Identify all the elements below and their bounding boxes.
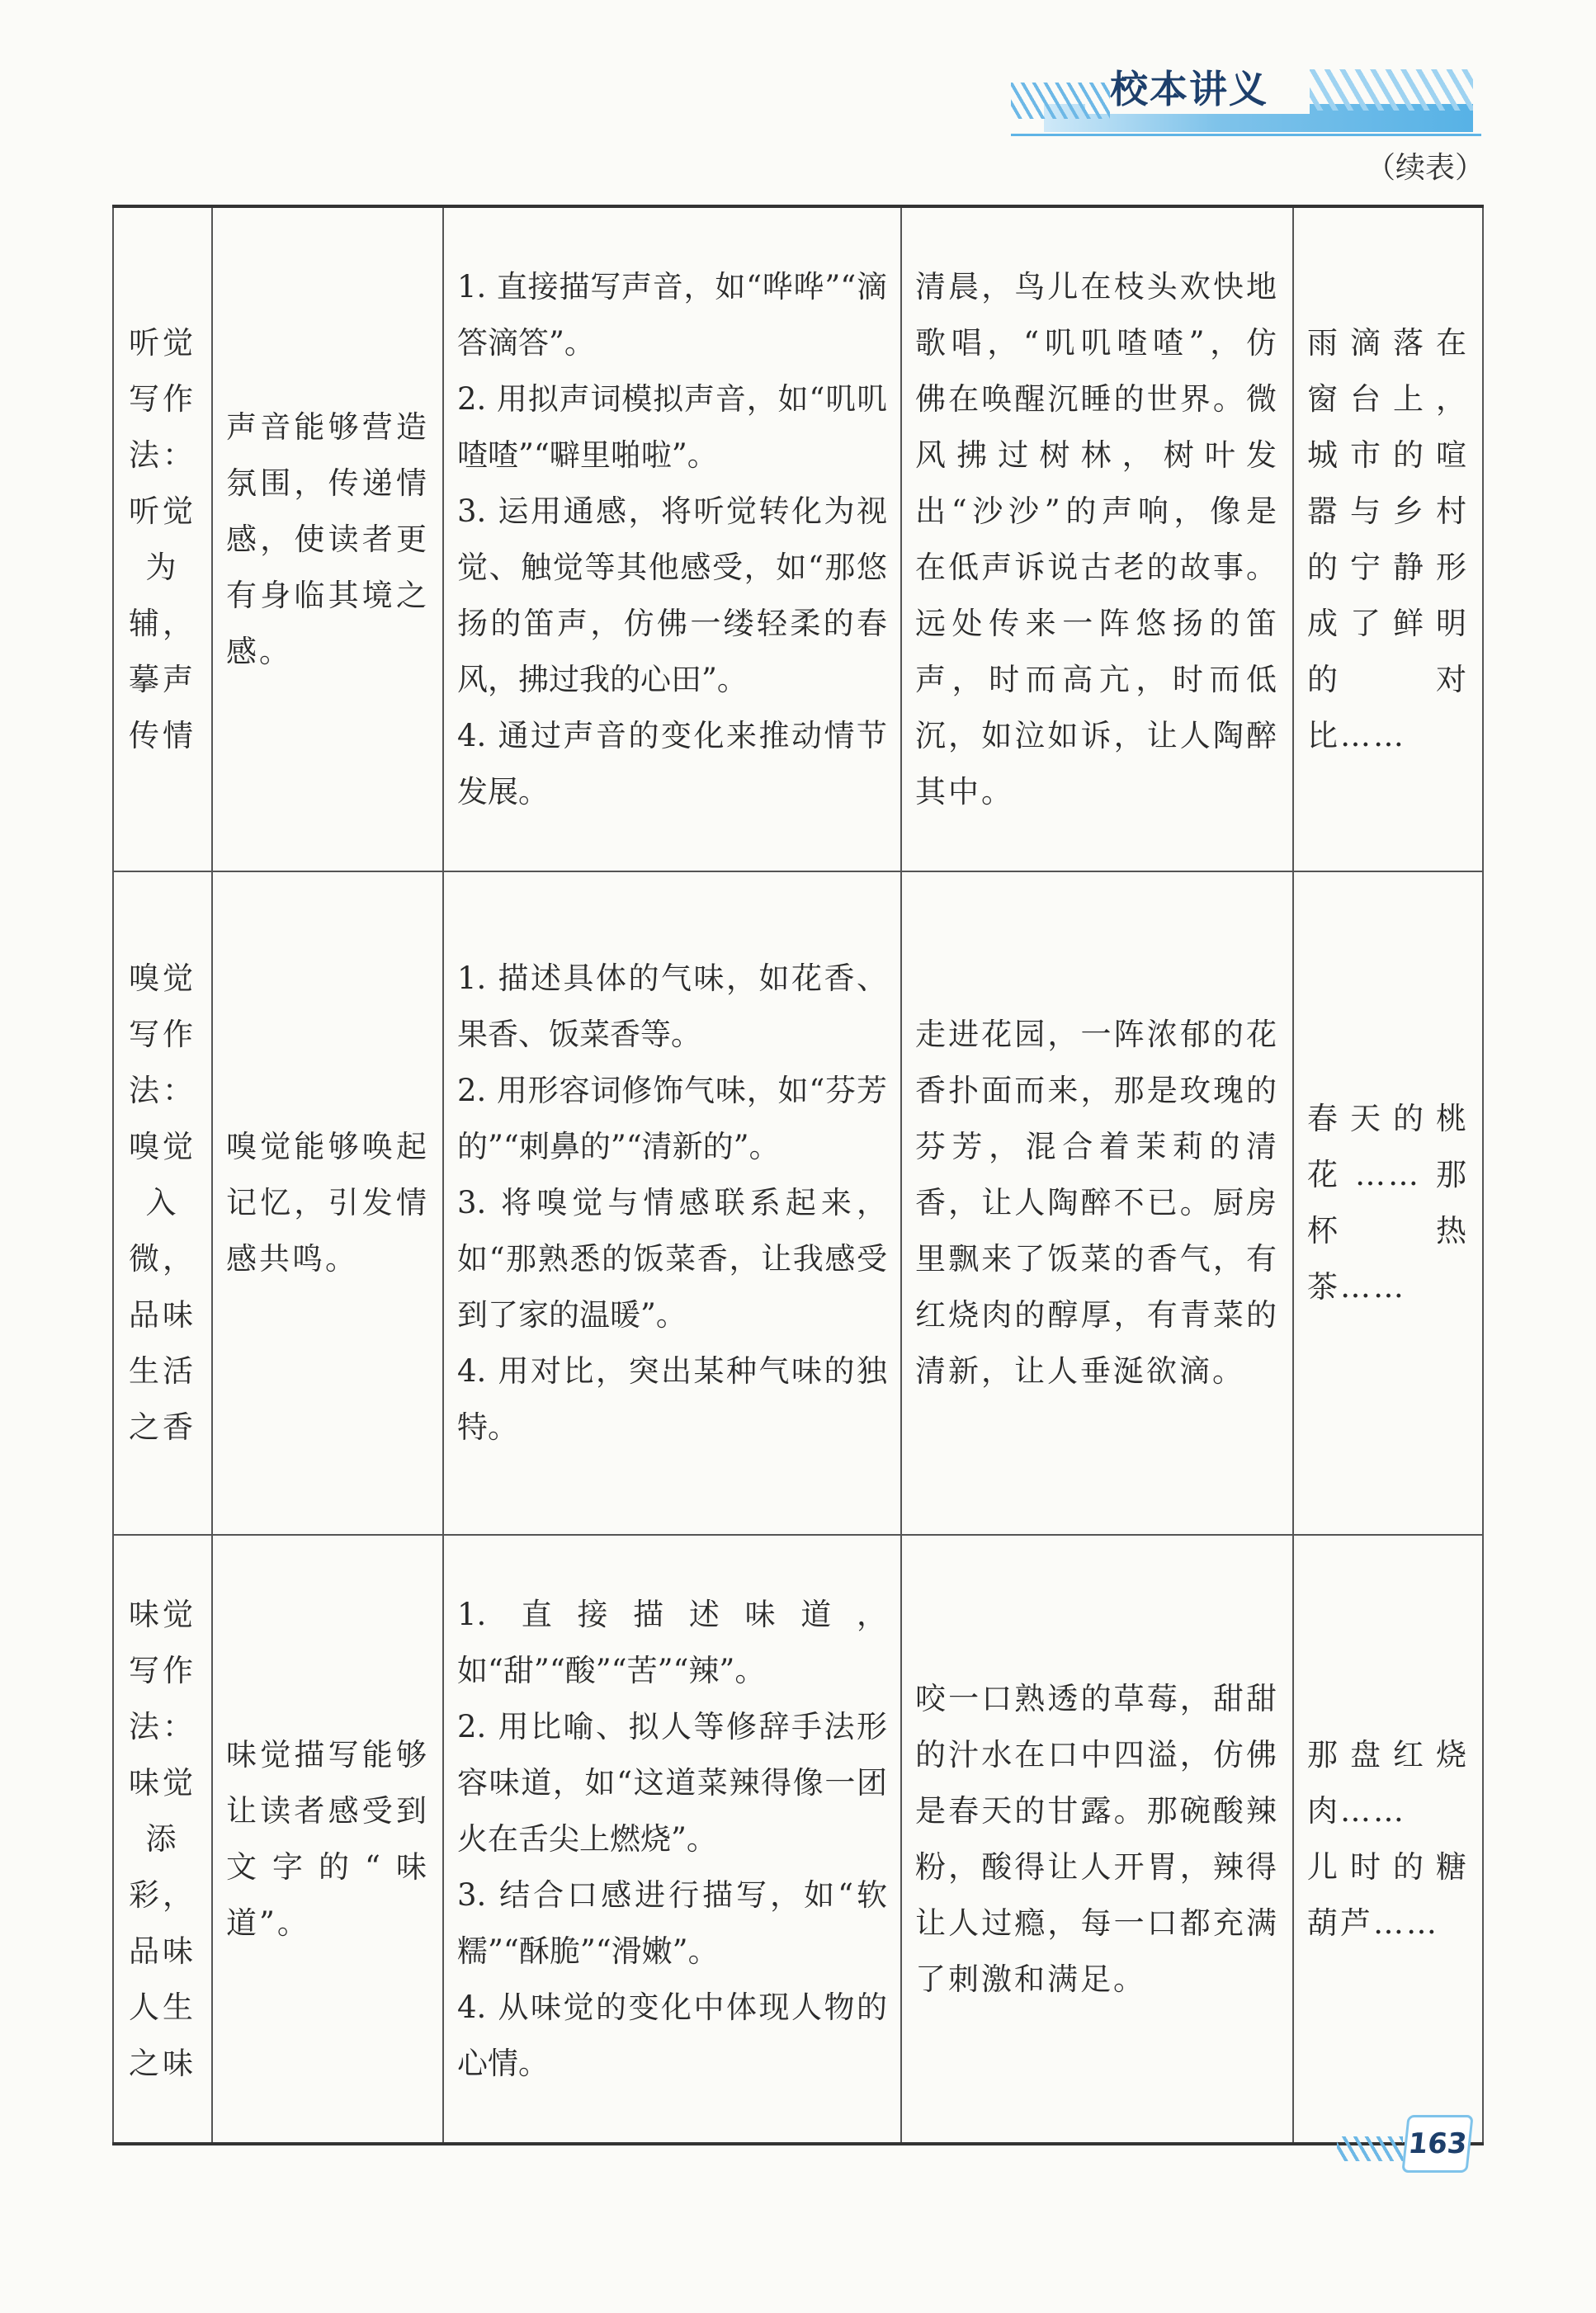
- short-example-cell: 春天的桃花……那杯热茶……: [1293, 871, 1483, 1535]
- method-item: 2. 用拟声词模拟声音，如“叽叽喳喳”“噼里啪啦”。: [457, 380, 887, 473]
- method-item: 1. 直接描述味道，如“甜”“酸”“苦”“辣”。: [457, 1596, 887, 1688]
- effect-cell: 声音能够营造氛围，传递情感，使读者更有身临其境之感。: [212, 206, 443, 871]
- page-number-stripes-decoration: [1337, 2136, 1403, 2161]
- method-item: 4. 通过声音的变化来推动情节发展。: [457, 717, 887, 810]
- effect-cell: 嗅觉能够唤起记忆，引发情感共鸣。: [212, 871, 443, 1535]
- method-name-cell: [113, 206, 212, 871]
- method-item: 1. 描述具体的气味，如花香、果香、饭菜香等。: [457, 961, 887, 1052]
- example-cell: 清晨，鸟儿在枝头欢快地歌唱，“叽叽喳喳”，仿佛在唤醒沉睡的世界。微风拂过树林，树叶发出“沙沙”的声响，像是在低声诉说古老的故事。远处传来一阵悠扬的笛声，时而高亢，时而低沉，如泣如诉，让人陶醉其中。: [901, 206, 1293, 871]
- header-banner: [1011, 58, 1481, 132]
- method-item: 1. 直接描写声音，如“哗哗”“滴答滴答”。: [457, 268, 887, 361]
- short-example-cell: 雨滴落在窗台上，城市的喧嚣与乡村的宁静形成了鲜明的对比……: [1293, 206, 1483, 871]
- method-name: 听觉 写作 法： 听觉 为辅， 摹声 传情: [129, 324, 196, 753]
- banner-stripes-decoration: [1308, 69, 1473, 111]
- method-name-cell: [113, 871, 212, 1535]
- table-row: [113, 206, 1483, 871]
- banner-underline: [1011, 134, 1481, 136]
- short-example-cell: 那盘红烧肉…… 儿时的糖葫芦……: [1293, 1535, 1483, 2144]
- banner-stripes-decoration-left: [1011, 83, 1110, 119]
- methods-cell: [443, 206, 901, 871]
- method-item: 2. 用比喻、拟人等修辞手法形容味道，如“这道菜辣得像一团火在舌尖上燃烧”。: [457, 1708, 887, 1857]
- table-row: [113, 871, 1483, 1535]
- method-name: 味觉 写作 法： 味觉 添彩， 品味 人生 之味: [129, 1596, 196, 2081]
- writing-methods-table: [112, 205, 1484, 2145]
- method-item: 3. 运用通感，将听觉转化为视觉、触觉等其他感受，如“那悠扬的笛声，仿佛一缕轻柔的春风，拂过我的心田”。: [457, 493, 887, 697]
- method-item: 3. 结合口感进行描写，如“软糯”“酥脆”“滑嫩”。: [457, 1876, 887, 1969]
- method-item: 4. 用对比，突出某种气味的独特。: [457, 1353, 887, 1445]
- methods-cell: [443, 1535, 901, 2144]
- methods-cell: [443, 871, 901, 1535]
- method-item: 2. 用形容词修饰气味，如“芬芳的”“刺鼻的”“清新的”。: [457, 1073, 887, 1164]
- method-item: 4. 从味觉的变化中体现人物的心情。: [457, 1989, 887, 2081]
- effect-cell: 味觉描写能够让读者感受到文字的“味道”。: [212, 1535, 443, 2144]
- example-cell: 咬一口熟透的草莓，甜甜的汁水在口中四溢，仿佛是春天的甘露。那碗酸辣粉，酸得让人开胃，辣得让人过瘾，每一口都充满了刺激和满足。: [901, 1535, 1293, 2144]
- page-number-badge: [1386, 2108, 1485, 2174]
- header-title: 校本讲义: [1085, 64, 1310, 114]
- continued-label: （续表）: [1366, 151, 1485, 185]
- method-name-cell: [113, 1535, 212, 2144]
- table-row: [113, 1535, 1483, 2144]
- method-name: 嗅觉 写作 法： 嗅觉 入微， 品味 生活 之香: [129, 961, 196, 1445]
- page-number: 163: [1401, 2115, 1473, 2173]
- example-cell: 走进花园，一阵浓郁的花香扑面而来，那是玫瑰的芬芳，混合着茉莉的清香，让人陶醉不已。厨房里飘来了饭菜的香气，有红烧肉的醇厚，有青菜的清新，让人垂涎欲滴。: [901, 871, 1293, 1535]
- method-item: 3. 将嗅觉与情感联系起来，如“那熟悉的饭菜香，让我感受到了家的温暖”。: [457, 1185, 887, 1333]
